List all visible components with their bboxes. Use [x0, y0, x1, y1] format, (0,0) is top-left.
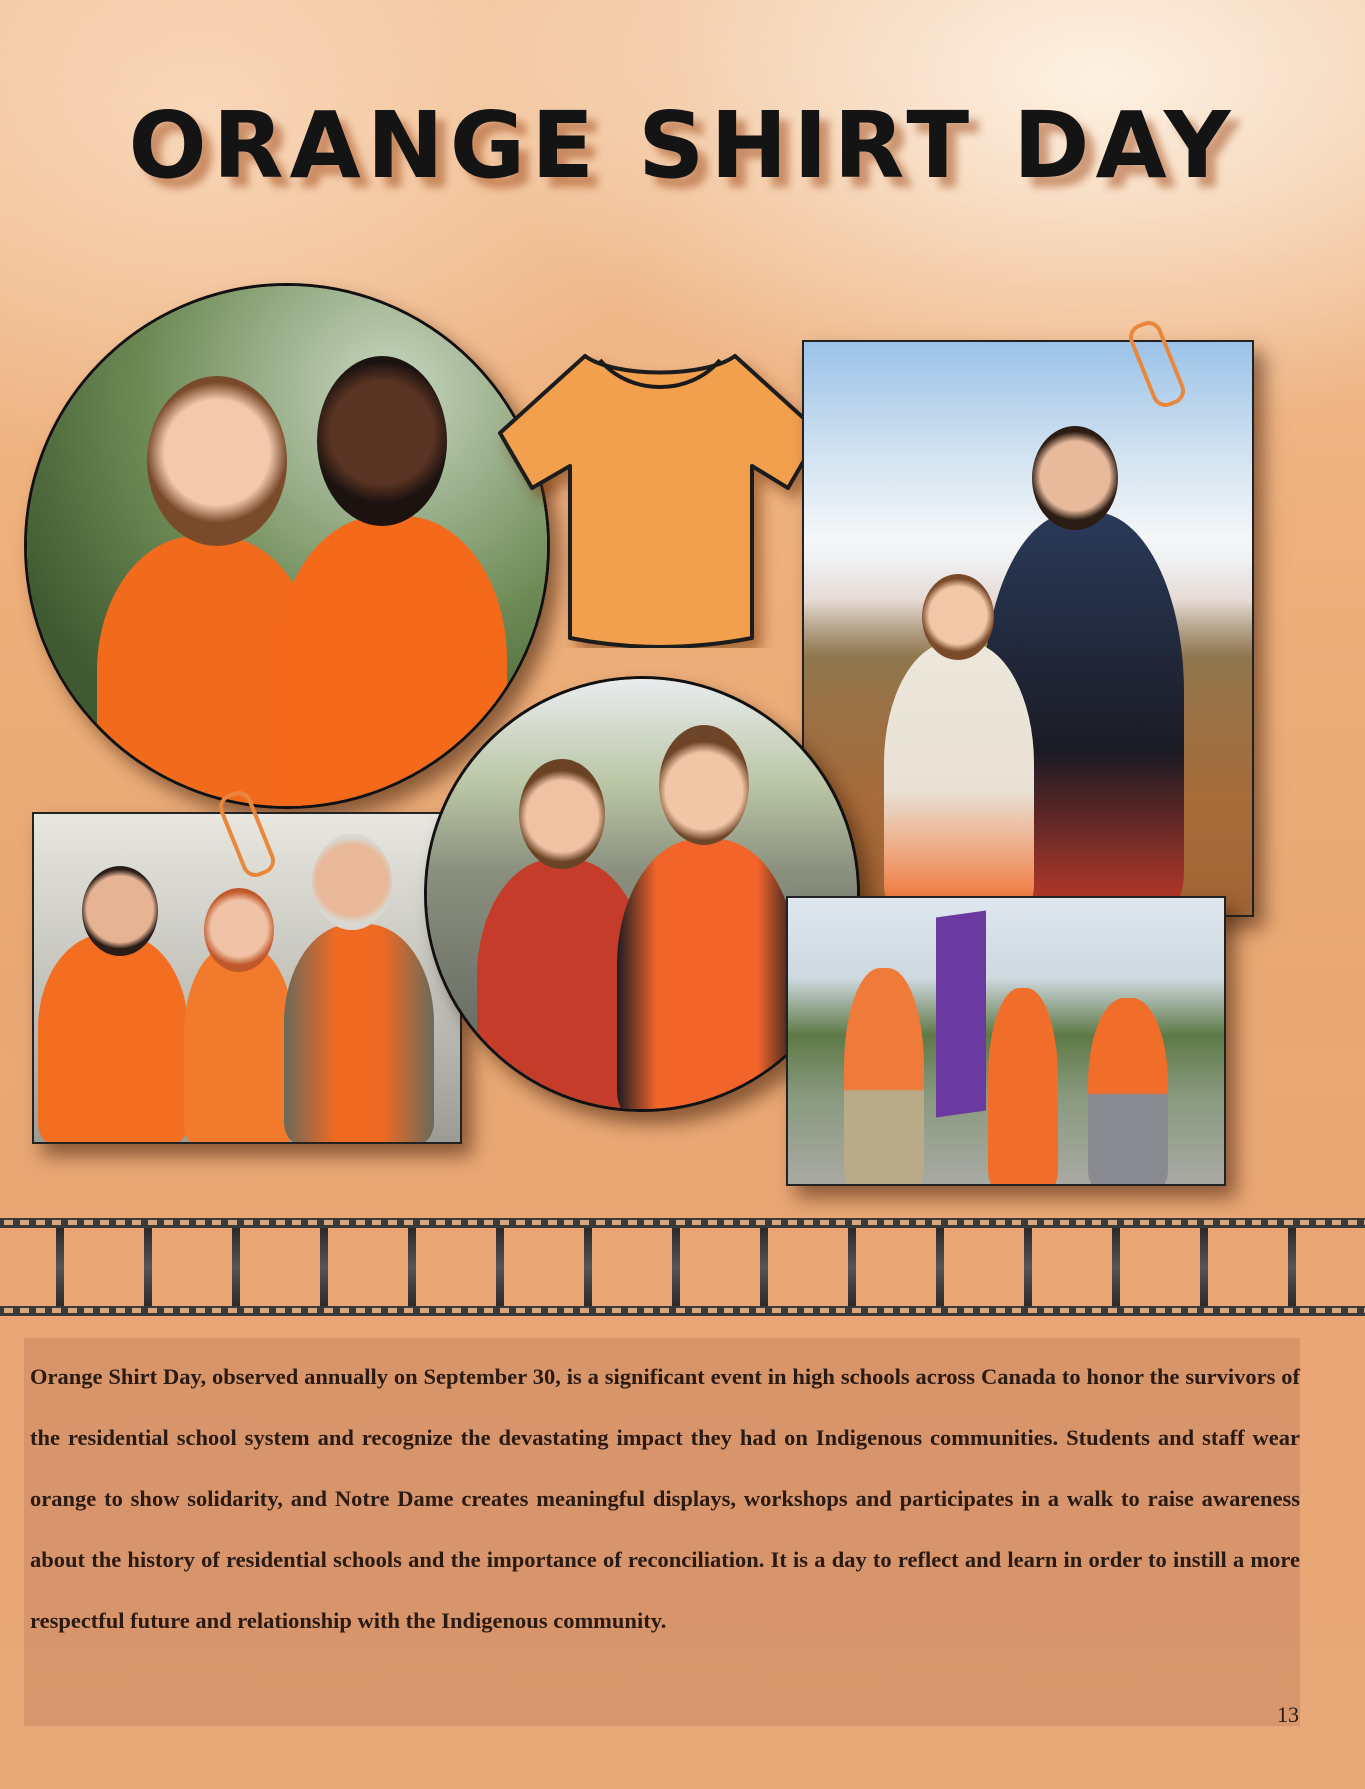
t-shirt-icon [490, 338, 830, 648]
page-number: 13 [1277, 1702, 1299, 1727]
body-paragraph: Orange Shirt Day, observed annually on September 30, is a significant event in high schools across Canada to honor the survivors of the residential school system and recognize the devastating impact they had on Indigenous communities. Students and staff wear orange to show solidarity, and Notre Dame creates meaningful displays, workshops and participates in a walk to raise awareness about the history of residential schools and the importance of reconciliation. It is a day to reflect and learn in order to instill a more respectful future and relationship with the Indigenous community. [30, 1364, 1300, 1633]
page-title: ORANGE SHIRT DAY [128, 92, 1237, 199]
photo-dancer-and-child [802, 340, 1254, 917]
film-strip-icon [0, 1218, 1365, 1318]
photo-walk-with-flags [786, 896, 1226, 1186]
